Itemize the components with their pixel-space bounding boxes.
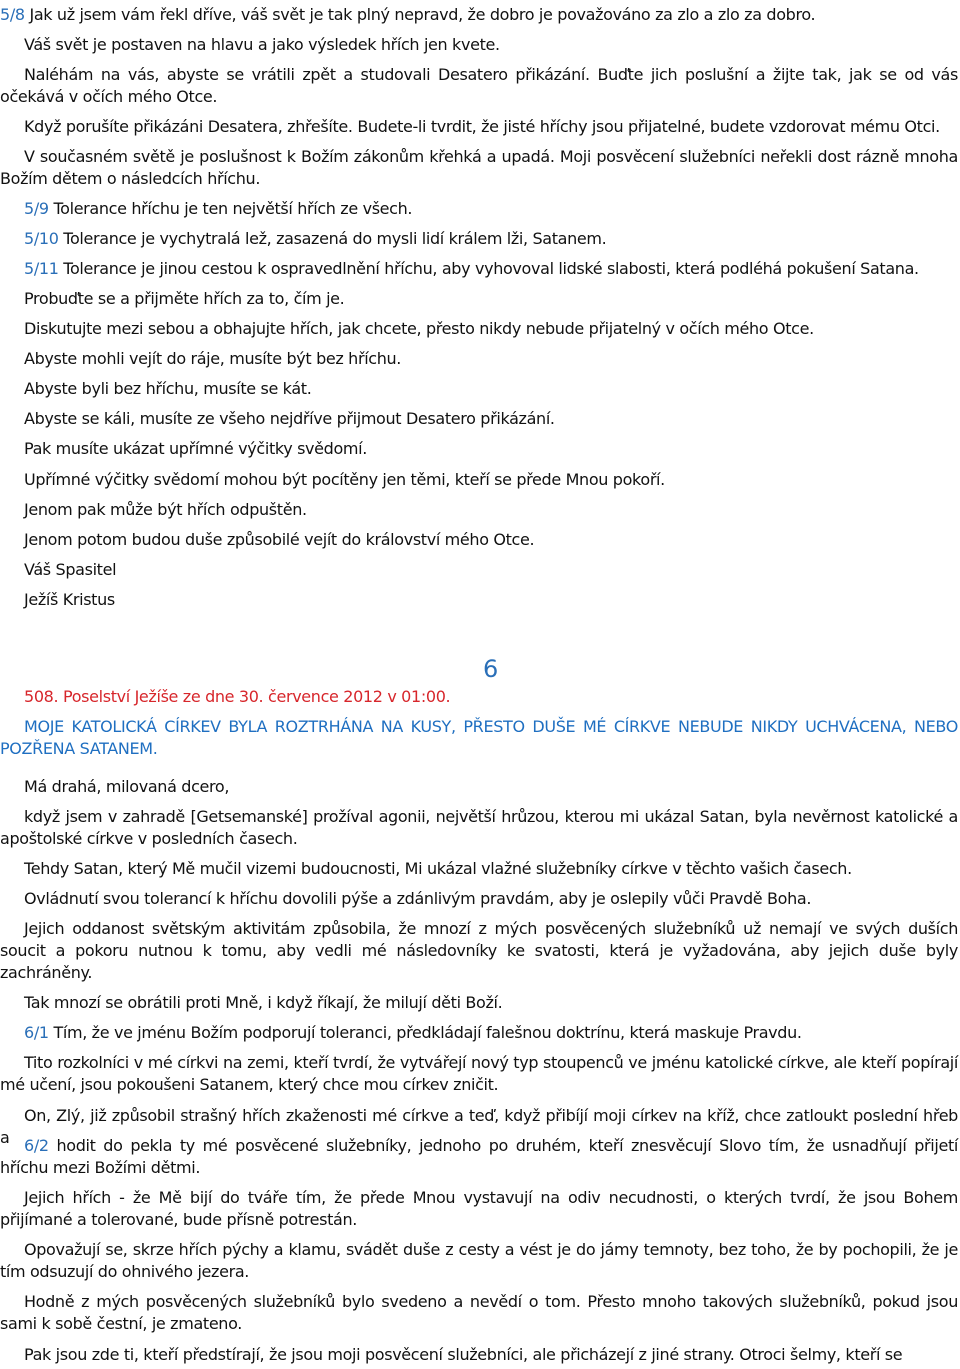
- paragraph: [0, 378, 958, 400]
- paragraph: [0, 1239, 958, 1283]
- paragraph-text: Jak už jsem vám řekl dříve, váš svět je tak plný nepravd, že dobro je považováno za zlo a zlo za dobro.: [29, 5, 816, 24]
- paragraph: [0, 1187, 958, 1231]
- paragraph: [0, 469, 958, 491]
- paragraph: [0, 258, 958, 280]
- paragraph-text: když jsem v zahradě [Getsemanské] prožíval agonii, největší hrůzou, kterou mi ukázal Satan, byla nevěrnost katolické a apoštolské církve v posledních časech.: [0, 807, 958, 848]
- paragraph: [0, 888, 958, 910]
- paragraph: [0, 1022, 958, 1044]
- paragraph-text: Abyste se káli, musíte ze všeho nejdříve přijmout Desatero přikázání.: [24, 409, 555, 428]
- paragraph-text: Když porušíte přikázáni Desatera, zhřešíte. Budete-li tvrdit, že jisté hříchy jsou přijatelné, budete vzdorovat mému Otci.: [24, 117, 940, 136]
- page-number: 6: [483, 655, 499, 683]
- paragraph-text: Tím, že ve jménu Božím podporují toleranci, předkládají falešnou doktrínu, která maskuje Pravdu.: [53, 1023, 802, 1042]
- paragraph-text: Jejich oddanost světským aktivitám způsobila, že mnozí z mých posvěcených služebníků už nemají ve svých duších soucit a pokoru nutnou k tomu, aby vedli mé následovníky ke svatosti, která je vyžadována, aby jejich duše byly zachráněny.: [0, 919, 958, 982]
- paragraph-text: Jenom potom budou duše způsobilé vejít do království mého Otce.: [24, 530, 535, 549]
- paragraph-text: Tolerance je vychytralá lež, zasazená do mysli lidí králem lži, Satanem.: [63, 229, 607, 248]
- paragraph: [0, 146, 958, 190]
- paragraph-text: Naléhám na vás, abyste se vrátili zpět a studovali Desatero přikázání. Buďte jich poslušní a žijte tak, jak se od vás očekává v očích mého Otce.: [0, 65, 958, 106]
- paragraph: [0, 4, 958, 26]
- paragraph: [0, 116, 958, 138]
- paragraph: [0, 992, 958, 1014]
- paragraph: [0, 34, 958, 56]
- paragraph-text: Má drahá, milovaná dcero,: [24, 777, 230, 796]
- paragraph: [0, 589, 958, 611]
- paragraph: [0, 198, 958, 220]
- paragraph-text: Jenom pak může být hřích odpuštěn.: [24, 500, 307, 519]
- paragraph-text: Abyste mohli vejít do ráje, musíte být bez hříchu.: [24, 349, 402, 368]
- verse-number: 6/2: [24, 1136, 49, 1155]
- paragraph: [0, 318, 958, 340]
- paragraph-text: Opovažují se, skrze hřích pýchy a klamu, svádět duše z cesty a vést je do jámy temnoty, bez toho, že by pochopili, že je tím odsuzují do ohnivého jezera.: [0, 1240, 958, 1281]
- paragraph-text: On, Zlý, již způsobil strašný hřích zkaženosti mé církve a teď, když přibíjí moji církev na kříž, chce zatloukt poslední hřeb a: [0, 1106, 958, 1147]
- paragraph: [0, 776, 958, 798]
- paragraph-text: V současném světě je poslušnost k Božím zákonům křehká a upadá. Moji posvěcení služebníci neřekli dost rázně mnoha Božím dětem o následcích hříchu.: [0, 147, 958, 188]
- paragraph-text: Ovládnutí svou tolerancí k hříchu dovolili pýše a zdánlivým pravdám, aby je oslepily vůči Pravdě Boha.: [24, 889, 812, 908]
- verse-number: 6/1: [24, 1023, 49, 1042]
- paragraph: [0, 1344, 958, 1366]
- message-title: MOJE KATOLICKÁ CÍRKEV BYLA ROZTRHÁNA NA KUSY, PŘESTO DUŠE MÉ CÍRKVE NEBUDE NIKDY UCHVÁCENA, NEBO POZŘENA SATANEM.: [0, 717, 958, 758]
- paragraph: [0, 529, 958, 551]
- verse-number: 5/8: [0, 5, 25, 24]
- paragraph: [0, 228, 958, 250]
- paragraph-text: Tito rozkolníci v mé církvi na zemi, kteří tvrdí, že vytvářejí nový typ stoupenců ve jménu katolické církve, ale kteří popírají mé učení, jsou pokoušeni Satanem, který chce mou církev zničit.: [0, 1053, 958, 1094]
- paragraph-text: Váš svět je postaven na hlavu a jako výsledek hřích jen kvete.: [24, 35, 500, 54]
- paragraph-text: Pak jsou zde ti, kteří předstírají, že jsou moji posvěcení služebníci, ale přicházejí z jiné strany. Otroci šelmy, kteří se: [24, 1345, 903, 1364]
- verse-number: 5/9: [24, 199, 49, 218]
- paragraph: [0, 1052, 958, 1096]
- paragraph-text: Probuďte se a přijměte hřích za to, čím je.: [24, 289, 345, 308]
- paragraph-text: Hodně z mých posvěcených služebníků bylo svedeno a nevědí o tom. Přesto mnoho takových služebníků, pokud jsou sami k sobě čestní, je zmateno.: [0, 1292, 958, 1333]
- paragraph-text: Tolerance je jinou cestou k ospravedlnění hříchu, aby vyhovoval lidské slabosti, která podléhá pokušení Satana.: [63, 259, 919, 278]
- paragraph-text: Jejich hřích - že Mě bijí do tváře tím, že přede Mnou vystavují na odiv necudnosti, o kterých tvrdí, že jsou Bohem přijímané a tolerované, bude přísně potrestán.: [0, 1188, 958, 1229]
- paragraph: [0, 499, 958, 521]
- paragraph: [0, 559, 958, 581]
- paragraph: [0, 806, 958, 850]
- paragraph-text: Tak mnozí se obrátili proti Mně, i když říkají, že milují děti Boží.: [24, 993, 503, 1012]
- paragraph: [0, 918, 958, 984]
- verse-number: 5/11: [24, 259, 59, 278]
- paragraph: [0, 288, 958, 310]
- paragraph: [0, 64, 958, 108]
- paragraph: [0, 858, 958, 880]
- paragraph: [0, 1291, 958, 1335]
- paragraph-text: Váš Spasitel: [24, 560, 117, 579]
- paragraph-text: Upřímné výčitky svědomí mohou být pocítěny jen těmi, kteří se přede Mnou pokoří.: [24, 470, 665, 489]
- paragraph: [0, 1135, 958, 1179]
- verse-number: 5/10: [24, 229, 59, 248]
- paragraph-text: Pak musíte ukázat upřímné výčitky svědomí.: [24, 439, 367, 458]
- paragraph-text: Tolerance hříchu je ten největší hřích ze všech.: [53, 199, 413, 218]
- paragraph-text: Diskutujte mezi sebou a obhajujte hřích, jak chcete, přesto nikdy nebude přijatelný v očích mého Otce.: [24, 319, 814, 338]
- paragraph: [0, 438, 958, 460]
- paragraph: [0, 408, 958, 430]
- paragraph-text: hodit do pekla ty mé posvěcené služebníky, jednoho po druhém, kteří znesvěcují Slovo tím, že usnadňují přijetí hříchu mezi Božími dětmi.: [0, 1136, 958, 1177]
- paragraph-text: Tehdy Satan, který Mě mučil vizemi budoucnosti, Mi ukázal vlažné služebníky církve v těchto vašich časech.: [24, 859, 852, 878]
- paragraph: [0, 348, 958, 370]
- message-header: 508. Poselství Ježíše ze dne 30. července 2012 v 01:00.: [24, 687, 451, 706]
- paragraph-text: Ježíš Kristus: [24, 590, 115, 609]
- paragraph-text: Abyste byli bez hříchu, musíte se kát.: [24, 379, 312, 398]
